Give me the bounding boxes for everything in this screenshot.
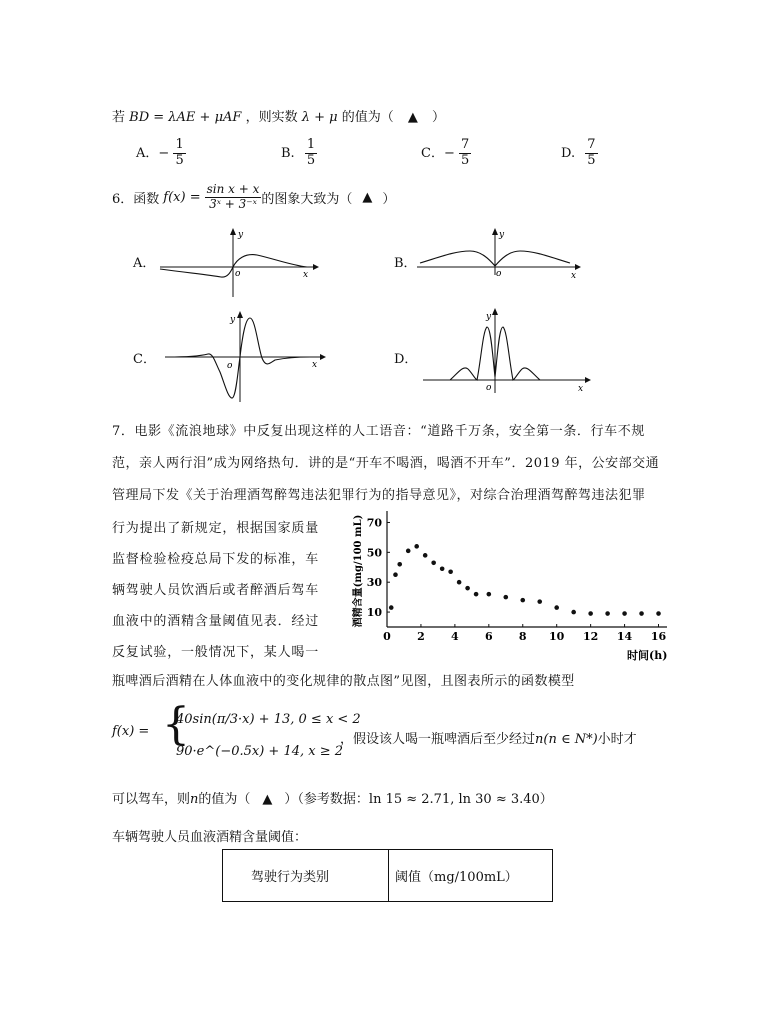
- graph-c-label: C．: [133, 352, 156, 367]
- q7-left-line: 监督检验检疫总局下发的标准，车: [112, 552, 320, 567]
- data-point: [389, 605, 394, 610]
- svg-text:y: y: [499, 230, 505, 240]
- x-tick-label: 10: [549, 630, 565, 643]
- x-axis-label: 时间(h): [627, 649, 668, 662]
- y-tick-label: 70: [366, 516, 382, 530]
- fraction: $\frac{1}{5}$: [175, 137, 184, 168]
- q7-question-line: 可以驾车，则n的值为（ ▲ ）（参考数据：ln 15 ≈ 2.71, ln 30 ≈ 3.40）: [112, 792, 553, 807]
- data-point: [406, 549, 411, 554]
- fraction: $\frac{7}{5}$: [587, 137, 596, 168]
- x-tick-label: 8: [518, 630, 527, 643]
- graph-d: [420, 305, 595, 397]
- data-point: [554, 605, 559, 610]
- q7-line-after-chart: 瓶啤酒后酒精在人体血液中的变化规律的散点图”见图，且图表所示的函数模型: [112, 674, 575, 689]
- alcohol-scatter-chart: [345, 505, 675, 665]
- data-point: [520, 598, 525, 603]
- data-point: [457, 580, 462, 585]
- data-point: [656, 611, 661, 616]
- svg-text:x: x: [571, 271, 577, 280]
- x-tick-label: 0: [383, 630, 391, 643]
- svg-text:x: x: [303, 270, 309, 280]
- q7-line-2: 范，亲人两行泪”成为网络热句．讲的是“开车不喝酒，喝酒不开车”．2019 年，公安部交通: [112, 456, 660, 471]
- graph-d-label: D．: [394, 352, 418, 367]
- svg-text:y: y: [230, 315, 236, 325]
- data-point: [448, 569, 453, 574]
- vector-equation: BD = λAE + μAF: [129, 110, 242, 125]
- x-tick-label: 6: [484, 630, 493, 643]
- piece-2: 90·e^(−0.5x) + 14, x ≥ 2: [176, 744, 344, 759]
- y-tick-label: 10: [366, 606, 382, 620]
- q7-left-line: 血液中的酒精含量阈值见表．经过: [112, 614, 320, 629]
- data-point: [397, 562, 402, 567]
- answer-blank: ▲: [362, 189, 373, 205]
- piece-1: 40sin(π/3·x) + 13, 0 ≤ x < 2: [176, 712, 361, 727]
- graph-b: [415, 225, 585, 280]
- data-point: [465, 586, 470, 591]
- y-tick-label: 50: [366, 546, 382, 560]
- q6-stem: 6．函数 f(x) = $\frac{\text{sin x + x}}{\text{3ˣ + 3⁻ˣ}}$ 的图象大致为（ ▲ ）: [112, 182, 396, 211]
- q5-option-c: C．− $\frac{7}{5}$: [421, 137, 470, 168]
- graph-a: [155, 225, 320, 300]
- q7-line-3: 管理局下发《关于治理酒驾醉驾违法犯罪行为的指导意见》，对综合治理酒驾醉驾违法犯罪: [112, 488, 646, 503]
- svg-text:x: x: [312, 360, 318, 370]
- x-tick-label: 2: [417, 630, 425, 643]
- fraction: $\frac{7}{5}$: [461, 137, 470, 168]
- data-point: [503, 595, 508, 600]
- q7-left-line: 反复试验，一般情况下，某人喝一: [112, 645, 320, 660]
- data-point: [537, 599, 542, 604]
- q5-option-d: D. $\frac{7}{5}$: [561, 137, 596, 168]
- table-header-category: 驾驶行为类别: [222, 849, 389, 902]
- data-point: [474, 592, 479, 597]
- fraction: $\frac{1}{5}$: [306, 137, 316, 168]
- piecewise-fx: f(x) =: [112, 724, 150, 739]
- table-title: 车辆驾驶人员血液酒精含量阈值：: [112, 830, 308, 845]
- x-tick-label: 14: [616, 630, 633, 643]
- data-point: [639, 611, 644, 616]
- data-point: [487, 592, 492, 597]
- data-point: [588, 611, 593, 616]
- table-header-threshold: 阈值（mg/100mL）: [388, 849, 553, 902]
- q7-line-1: 7．电影《流浪地球》中反复出现这样的人工语音：“道路千万条，安全第一条．行车不规: [112, 424, 645, 439]
- graph-c: [160, 310, 330, 405]
- svg-text:x: x: [578, 384, 584, 394]
- y-axis-label: 酒精含量(mg/100 mL): [353, 514, 364, 628]
- data-point: [423, 553, 428, 558]
- data-point: [414, 544, 419, 549]
- q7-left-column: [112, 513, 319, 668]
- graph-a-label: A．: [133, 256, 156, 271]
- svg-text:o: o: [496, 269, 502, 279]
- svg-text:y: y: [238, 230, 244, 240]
- q5-option-a: A．− $\frac{1}{5}$: [136, 137, 184, 168]
- q7-left-line: 行为提出了新规定，根据国家质量: [112, 521, 320, 536]
- y-tick-label: 30: [366, 576, 382, 590]
- data-point: [440, 566, 445, 571]
- function-fraction: $\frac{\text{sin x + x}}{\text{3ˣ + 3⁻ˣ}}$: [206, 182, 260, 211]
- data-point: [571, 610, 576, 615]
- q7-left-line: 辆驾驶人员饮酒后或者醉酒后驾车: [112, 583, 320, 598]
- x-tick-label: 4: [451, 630, 459, 643]
- answer-blank: ▲: [407, 110, 418, 125]
- piecewise-brace: {: [162, 699, 190, 750]
- data-point: [622, 611, 627, 616]
- svg-text:y: y: [486, 312, 492, 322]
- data-point: [431, 560, 436, 565]
- data-point: [393, 572, 398, 577]
- data-point: [605, 611, 610, 616]
- svg-text:o: o: [235, 269, 241, 279]
- svg-text:o: o: [227, 361, 233, 371]
- x-tick-label: 12: [582, 630, 599, 643]
- q5-option-b: B. $\frac{1}{5}$: [281, 137, 316, 168]
- q7-after-piecewise: ，假设该人喝一瓶啤酒后至少经过n(n ∈ N*)小时才: [340, 732, 637, 747]
- svg-text:o: o: [486, 383, 492, 393]
- answer-blank: ▲: [262, 792, 273, 807]
- q5-stem: 若 BD = λAE + μAF ，则实数 λ + μ 的值为（ ▲ ）: [112, 110, 446, 125]
- graph-b-label: B．: [394, 256, 417, 271]
- x-tick-label: 16: [650, 630, 667, 643]
